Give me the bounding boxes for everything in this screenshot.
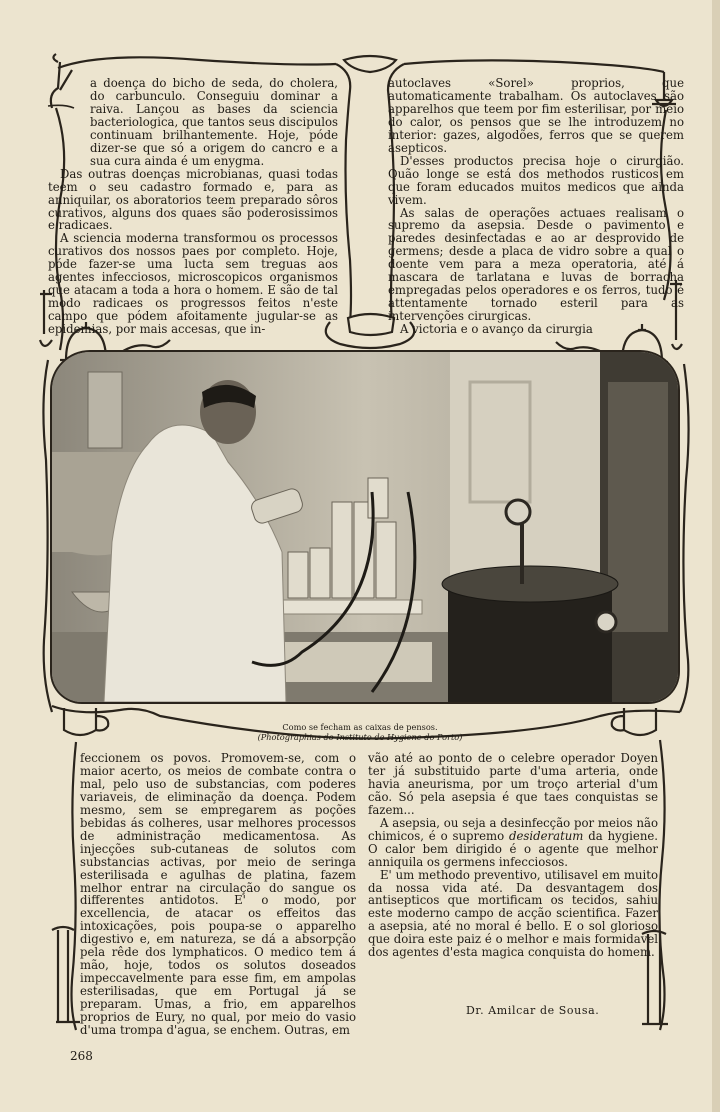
laboratory-photograph bbox=[52, 352, 678, 702]
paragraph: feccionem os povos. Promovem-se, com o maior acerto, os meios de combate contra o mal, pelo uso de substancias, com poderes variaveis, de eliminação da doença. Podem mesmo, sem se empregarem as poções bebidas ás colheres, usar melhores processos de administração medicamentosa. As injecções sub-cutaneas de solutos com substancias activas, por meio de seringa esterilisada e agulhas de platina, fazem melhor entrar na circulação do sangue os differentes antidotos. E' o modo, por excellencia, de atacar os effeitos das intoxicações, pois poupa-se o apparelho digestivo e, em natureza, se dá a absorpção pela rêde dos lymphaticos. O medico tem á mão, hoje, todos os solutos doseados impeccavelmente para esse fim, em ampolas esterilisadas, que em Portugal já se preparam. Umas, a frio, em apparelhos proprios de Eury, no qual, por meio do vasio d'uma trompa d'agua, se enchem. Outras, em bbox=[80, 751, 356, 1038]
paragraph: Das outras doenças microbianas, quasi todas teem o seu cadastro formado e, para as anniquilar, os aboratorios teem preparado sôros curativos, alguns dos quaes são poderosissimos e radicaes. bbox=[48, 166, 338, 233]
paragraph: vão até ao ponto de o celebre operador Doyen ter já substituido parte d'uma arteria, onde havia aneurisma, por um troço arterial d'um cão. Só pela asepsia é que taes conquistas se fazem... bbox=[368, 751, 658, 817]
article-column-top-right bbox=[388, 77, 684, 336]
emphasis-text: desideratum bbox=[508, 828, 584, 843]
caption-title: Como se fecham as caixas de pensos. bbox=[282, 722, 438, 732]
paragraph: E' um methodo preventivo, utilisavel em muito da nossa vida até. Da desvantagem dos antisepticos que mortificam os tecidos, sahiu este moderno campo de acção scientifica. Fazer a asepsia, até no moral é bello. E o sol glorioso que doira este paiz é o melhor e mais formidavel dos agentes d'esta magica conquista do homem. bbox=[368, 867, 658, 960]
paragraph: autoclaves «Sorel» proprios, que automaticamente trabalham. Os autoclaves são apparelhos que teem por fim esterilisar, por meio do calor, os pensos que se lhe introduzem no interior: gazes, algodões, ferros que se querem asepticos. bbox=[388, 76, 684, 155]
article-column-bottom-left bbox=[80, 752, 356, 1037]
paragraph: D'esses productos precisa hoje o cirurgião. Quão longe se está dos methodos rusticos em que foram educados muitos medicos que ainda vivem. bbox=[388, 153, 684, 207]
text-run: da hygiene. O calor bem dirigido é o agente que melhor anniquila os germens infecciosos. bbox=[368, 828, 658, 869]
paragraph: a doença do bicho de seda, do cholera, do carbunculo. Conseguiu dominar a raiva. Lançou as bases da sciencia bacteriologica, que tantos seus discipulos continuam brilhantemente. Hoje, póde dizer-se que só a origem do cancro e a sua cura ainda é um enygma. bbox=[90, 76, 338, 168]
caption-source: (Photographias do Instituto de Hygiene do Porto) bbox=[257, 732, 463, 742]
paragraph: As salas de operações actuaes realisam o supremo da asepsia. Desde o pavimento e paredes desinfectadas e ao ar desprovido de germens; desde a placa de vidro sobre a qual o doente vem para a meza operatoria, até á mascara de tarlatana e luvas de borracha empregadas pelos operadores e os ferros, tudo é attentamente tornado esteril para as intervenções cirurgicas. bbox=[388, 205, 684, 324]
article-column-top-left bbox=[48, 77, 338, 336]
author-signature: Dr. Amilcar de Sousa. bbox=[466, 1004, 600, 1017]
photo-caption bbox=[100, 722, 620, 742]
paragraph: A sciencia moderna transformou os processos curativos dos nossos paes por completo. Hoje, póde fazer-se uma lucta sem treguas aos agentes infecciosos, microscopicos organismos que atacam a toda a hora o homem. E são de tal modo radicaes os progressos feitos n'este campo que pódem afoitamente jugular-se as epidemias, por mais accesas, que in- bbox=[48, 231, 338, 337]
paragraph bbox=[368, 817, 658, 869]
page-number: 268 bbox=[70, 1049, 93, 1063]
article-column-bottom-right bbox=[368, 752, 658, 959]
paragraph: A victoria e o avanço da cirurgia bbox=[400, 322, 593, 337]
text-run: A asepsia, ou seja a desinfecção por meios não chimicos, é o supremo bbox=[368, 815, 658, 843]
